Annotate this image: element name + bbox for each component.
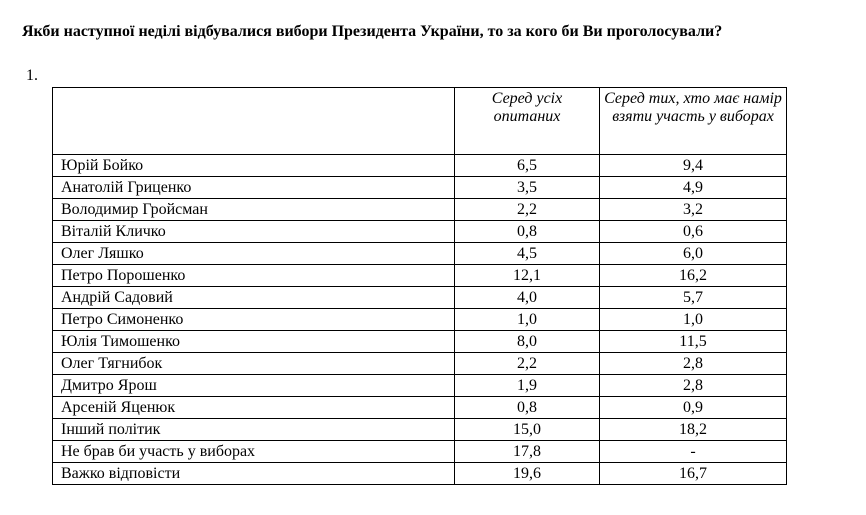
row-likely-voters-cell: 6,0: [600, 243, 787, 265]
row-name-cell: Петро Порошенко: [53, 265, 455, 287]
table-row: [53, 331, 787, 353]
column-header-all-respondents: Серед усіх опитаних: [455, 88, 600, 155]
question-heading: Якби наступної неділі відбувалися вибори Президента України, то за кого би Ви проголосували?: [22, 23, 723, 40]
table-row: [53, 375, 787, 397]
corner-header: [53, 88, 455, 155]
table-row: [53, 199, 787, 221]
row-name-cell: Інший політик: [53, 419, 455, 441]
item-number: 1.: [26, 67, 38, 84]
table-body: [53, 155, 787, 485]
row-name-cell: Не брав би участь у виборах: [53, 441, 455, 463]
table-row: [53, 353, 787, 375]
row-name-cell: Анатолій Гриценко: [53, 177, 455, 199]
row-name-cell: Петро Симоненко: [53, 309, 455, 331]
row-all-respondents-cell: 15,0: [455, 419, 600, 441]
row-name-cell: Важко відповісти: [53, 463, 455, 485]
row-name-cell: Юрій Бойко: [53, 155, 455, 177]
column-header-likely-voters: Серед тих, хто має намір взяти участь у виборах: [600, 88, 787, 155]
row-all-respondents-cell: 0,8: [455, 397, 600, 419]
row-all-respondents-cell: 17,8: [455, 441, 600, 463]
row-likely-voters-cell: 2,8: [600, 353, 787, 375]
row-all-respondents-cell: 6,5: [455, 155, 600, 177]
row-likely-voters-cell: 0,6: [600, 221, 787, 243]
row-all-respondents-cell: 4,5: [455, 243, 600, 265]
table-row: [53, 177, 787, 199]
row-likely-voters-cell: 2,8: [600, 375, 787, 397]
row-all-respondents-cell: 12,1: [455, 265, 600, 287]
table-row: [53, 419, 787, 441]
row-name-cell: Юлія Тимошенко: [53, 331, 455, 353]
table-row: [53, 221, 787, 243]
row-name-cell: Олег Ляшко: [53, 243, 455, 265]
row-all-respondents-cell: 19,6: [455, 463, 600, 485]
table-row: [53, 265, 787, 287]
table-header-row: [53, 88, 787, 155]
row-likely-voters-cell: 16,2: [600, 265, 787, 287]
row-name-cell: Олег Тягнибок: [53, 353, 455, 375]
row-all-respondents-cell: 0,8: [455, 221, 600, 243]
row-all-respondents-cell: 1,9: [455, 375, 600, 397]
row-likely-voters-cell: 1,0: [600, 309, 787, 331]
row-likely-voters-cell: 11,5: [600, 331, 787, 353]
table-row: [53, 287, 787, 309]
row-likely-voters-cell: 9,4: [600, 155, 787, 177]
row-name-cell: Андрій Садовий: [53, 287, 455, 309]
results-table: [52, 87, 787, 485]
row-name-cell: Дмитро Ярош: [53, 375, 455, 397]
row-name-cell: Віталій Кличко: [53, 221, 455, 243]
row-likely-voters-cell: 4,9: [600, 177, 787, 199]
row-likely-voters-cell: 18,2: [600, 419, 787, 441]
row-all-respondents-cell: 4,0: [455, 287, 600, 309]
row-all-respondents-cell: 2,2: [455, 199, 600, 221]
row-name-cell: Володимир Гройсман: [53, 199, 455, 221]
row-likely-voters-cell: -: [600, 441, 787, 463]
table-row: [53, 463, 787, 485]
row-all-respondents-cell: 3,5: [455, 177, 600, 199]
table-row: [53, 243, 787, 265]
row-name-cell: Арсеній Яценюк: [53, 397, 455, 419]
table-row: [53, 397, 787, 419]
table-row: [53, 155, 787, 177]
table-row: [53, 441, 787, 463]
row-all-respondents-cell: 1,0: [455, 309, 600, 331]
row-likely-voters-cell: 5,7: [600, 287, 787, 309]
row-likely-voters-cell: 16,7: [600, 463, 787, 485]
row-all-respondents-cell: 2,2: [455, 353, 600, 375]
row-likely-voters-cell: 0,9: [600, 397, 787, 419]
row-likely-voters-cell: 3,2: [600, 199, 787, 221]
row-all-respondents-cell: 8,0: [455, 331, 600, 353]
table-row: [53, 309, 787, 331]
